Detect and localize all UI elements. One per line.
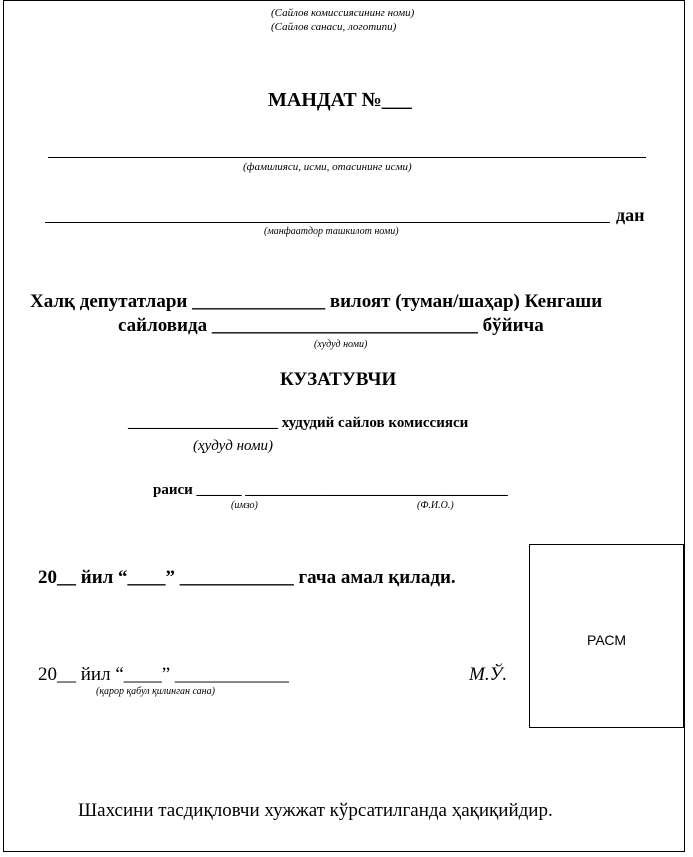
mandate-number-blank: ___ (381, 89, 412, 111)
organization-caption: (манфаатдор ташкилот номи) (264, 226, 399, 237)
seal-mark: М.Ў. (469, 664, 508, 685)
decision-date-caption: (қарор қабул қилинган сана) (96, 686, 215, 697)
council-line2-start: сайловида (118, 315, 208, 336)
mandate-title-prefix: МАНДАТ № (268, 89, 382, 111)
commission-label: худудий сайлов комиссияси (281, 415, 469, 431)
chair-label: раиси (153, 482, 193, 498)
election-date-logo-caption: (Сайлов санаси, логотипи) (271, 21, 397, 33)
commission-blank: ____________________ (128, 415, 278, 431)
commission-name-caption: (Сайлов комиссиясининг номи) (271, 7, 415, 19)
photo-label: РАСМ (586, 632, 627, 648)
footer-note: Шахсини тасдиқловчи хужжат кўрсатилганда ҳақиқийдир. (78, 800, 553, 821)
photo-box (529, 544, 684, 728)
council-line-2 (118, 316, 544, 335)
observer-title: КУЗАТУВЧИ (280, 369, 397, 390)
valid-until-line: 20__ йил “____” ____________ гача амал қилади. (38, 567, 456, 588)
council-line1-start: Халқ депутатлари (30, 291, 188, 312)
organization-line (45, 222, 610, 223)
district-caption-small: (худуд номи) (314, 339, 368, 350)
council-line2-end: бўйича (482, 315, 544, 336)
region-blank: ______________ (192, 291, 326, 312)
council-line-1 (30, 292, 602, 311)
chair-name-blank: ___________________________________ (245, 482, 508, 498)
signature-caption: (имзо) (231, 500, 258, 511)
chair-signature-blank: ______ (196, 482, 242, 498)
from-suffix: дан (616, 205, 645, 225)
council-line1-end: вилоят (туман/шаҳар) Кенгаши (329, 291, 603, 312)
issue-date-line: 20__ йил “____” ____________ (38, 664, 289, 685)
constituency-blank: ____________________________ (211, 315, 478, 336)
full-name-line (48, 157, 646, 158)
commission-line (128, 416, 468, 431)
fio-caption: (Ф.И.О.) (417, 500, 454, 511)
chair-line (153, 483, 508, 498)
mandate-title (268, 90, 412, 110)
district-caption-large: (ҳудуд номи) (193, 438, 274, 454)
full-name-caption: (фамилияси, исми, отасининг исми) (243, 161, 412, 173)
